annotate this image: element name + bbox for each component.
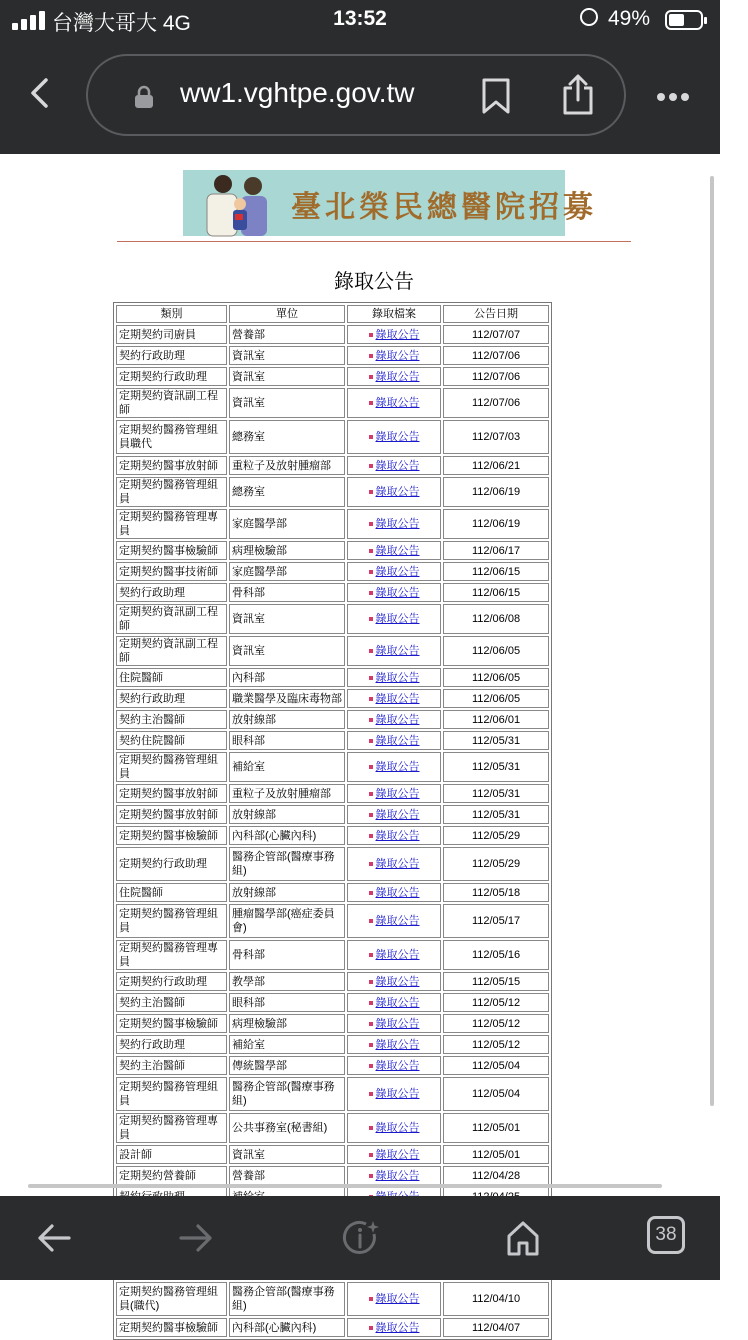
table-row <box>116 972 549 991</box>
cell-unit: 傳統醫學部 <box>229 1056 345 1075</box>
vertical-scrollbar[interactable] <box>710 176 714 1106</box>
bullet-icon <box>369 739 373 743</box>
bullet-icon <box>369 1064 373 1068</box>
horizontal-scrollbar[interactable] <box>28 1184 662 1188</box>
bullet-icon <box>369 1022 373 1026</box>
cell-category: 定期契約醫事放射師 <box>116 805 227 824</box>
cell-date: 112/05/16 <box>443 940 549 970</box>
bullet-icon <box>369 464 373 468</box>
admission-announcement-link[interactable]: 錄取公告 <box>375 1038 420 1051</box>
cell-date: 112/05/15 <box>443 972 549 991</box>
cell-date: 112/05/31 <box>443 731 549 750</box>
admission-announcement-link[interactable]: 錄取公告 <box>375 459 420 472</box>
cell-file <box>347 1014 441 1033</box>
bullet-icon <box>369 891 373 895</box>
admission-announcement-link[interactable]: 錄取公告 <box>375 996 420 1009</box>
cell-date: 112/05/12 <box>443 1014 549 1033</box>
page-info-icon[interactable] <box>340 1218 384 1258</box>
table-row <box>116 509 549 539</box>
cell-unit: 病理檢驗部 <box>229 1014 345 1033</box>
bookmark-icon[interactable] <box>481 77 511 115</box>
admission-announcement-link[interactable]: 錄取公告 <box>375 1088 420 1100</box>
cell-file <box>347 477 441 507</box>
cell-date: 112/06/15 <box>443 583 549 602</box>
admission-announcement-link[interactable]: 錄取公告 <box>375 915 420 927</box>
admission-announcement-link[interactable]: 錄取公告 <box>375 734 420 747</box>
cell-unit: 營養部 <box>229 325 345 344</box>
cell-date: 112/06/19 <box>443 477 549 507</box>
table-row <box>116 668 549 687</box>
cell-category: 契約行政助理 <box>116 1035 227 1054</box>
cell-date: 112/05/01 <box>443 1145 549 1164</box>
cell-date: 112/06/08 <box>443 604 549 634</box>
bullet-icon <box>369 570 373 574</box>
cell-category: 定期契約醫事放射師 <box>116 784 227 803</box>
browser-bottom-toolbar <box>0 1196 720 1280</box>
table-row <box>116 1166 549 1185</box>
cell-category: 定期契約醫務管理組員 <box>116 1077 227 1111</box>
cell-date: 112/05/17 <box>443 904 549 938</box>
admission-announcement-link[interactable]: 錄取公告 <box>375 829 420 842</box>
table-row <box>116 784 549 803</box>
table-row <box>116 1035 549 1054</box>
cell-category: 定期契約醫事放射師 <box>116 456 227 475</box>
cell-category: 定期契約醫務管理組員(職代) <box>116 1282 227 1316</box>
cell-unit: 醫務企管部(醫療事務組) <box>229 1077 345 1111</box>
cell-date: 112/04/07 <box>443 1318 549 1337</box>
cell-category: 契約行政助理 <box>116 346 227 365</box>
cell-file <box>347 752 441 782</box>
table-row <box>116 636 549 666</box>
admission-announcement-link[interactable]: 錄取公告 <box>375 1059 420 1072</box>
bullet-icon <box>369 490 373 494</box>
table-row <box>116 1282 549 1316</box>
admission-announcement-link[interactable]: 錄取公告 <box>375 586 420 599</box>
cell-date: 112/06/05 <box>443 636 549 666</box>
clock: 13:52 <box>333 7 387 30</box>
cell-unit: 內科部(心臟內科) <box>229 1318 345 1337</box>
cell-unit: 資訊室 <box>229 636 345 666</box>
bullet-icon <box>369 980 373 984</box>
cell-date: 112/05/04 <box>443 1077 549 1111</box>
bullet-icon <box>369 649 373 653</box>
cell-file <box>347 1056 441 1075</box>
table-row <box>116 731 549 750</box>
cell-category: 契約行政助理 <box>116 689 227 708</box>
cell-category: 契約住院醫師 <box>116 731 227 750</box>
doctor-patient-illustration <box>183 170 283 236</box>
table-row <box>116 325 549 344</box>
cell-unit: 骨科部 <box>229 940 345 970</box>
cell-category: 定期契約醫事檢驗師 <box>116 1318 227 1337</box>
cell-category: 契約主治醫師 <box>116 993 227 1012</box>
cell-date: 112/05/12 <box>443 993 549 1012</box>
cell-date: 112/05/01 <box>443 1113 549 1143</box>
cell-date: 112/05/31 <box>443 805 549 824</box>
bullet-icon <box>369 834 373 838</box>
cell-date: 112/06/21 <box>443 456 549 475</box>
cell-category: 定期契約醫事檢驗師 <box>116 826 227 845</box>
admission-announcement-link[interactable]: 錄取公告 <box>375 949 420 961</box>
cell-category: 定期契約營養師 <box>116 1166 227 1185</box>
admission-announcement-link[interactable]: 錄取公告 <box>375 613 420 625</box>
cell-file <box>347 904 441 938</box>
table-row <box>116 562 549 581</box>
cell-unit: 家庭醫學部 <box>229 509 345 539</box>
admission-announcement-link[interactable]: 錄取公告 <box>375 1148 420 1161</box>
table-row <box>116 904 549 938</box>
bullet-icon <box>369 375 373 379</box>
admission-announcement-link[interactable]: 錄取公告 <box>375 1293 420 1305</box>
cell-unit: 骨科部 <box>229 583 345 602</box>
bullet-icon <box>369 435 373 439</box>
bullet-icon <box>369 1297 373 1301</box>
admission-announcement-link[interactable]: 錄取公告 <box>375 1169 420 1182</box>
cell-category: 定期契約行政助理 <box>116 847 227 881</box>
table-row <box>116 346 549 365</box>
cell-file <box>347 509 441 539</box>
admission-announcement-link[interactable]: 錄取公告 <box>375 328 420 341</box>
cell-unit: 資訊室 <box>229 367 345 386</box>
cell-file <box>347 583 441 602</box>
bullet-icon <box>369 1043 373 1047</box>
table-row <box>116 1077 549 1111</box>
bullet-icon <box>369 549 373 553</box>
admission-announcement-link[interactable]: 錄取公告 <box>375 671 420 684</box>
cell-unit: 重粒子及放射腫瘤部 <box>229 784 345 803</box>
table-row <box>116 1056 549 1075</box>
table-row <box>116 477 549 507</box>
bullet-icon <box>369 1174 373 1178</box>
bullet-icon <box>369 354 373 358</box>
cell-file <box>347 1318 441 1337</box>
cell-unit: 資訊室 <box>229 388 345 418</box>
table-row <box>116 583 549 602</box>
cell-category: 定期契約醫務管理組員 <box>116 904 227 938</box>
admission-announcement-link[interactable]: 錄取公告 <box>375 886 420 899</box>
admission-announcement-link[interactable]: 錄取公告 <box>375 975 420 988</box>
cell-category: 定期契約醫務管理組員 <box>116 752 227 782</box>
cell-unit: 內科部 <box>229 668 345 687</box>
tab-switcher-button[interactable]: 38 <box>647 1216 685 1254</box>
cell-category: 定期契約行政助理 <box>116 367 227 386</box>
cell-file <box>347 456 441 475</box>
table-row <box>116 826 549 845</box>
cell-file <box>347 784 441 803</box>
bullet-icon <box>369 401 373 405</box>
cell-unit: 家庭醫學部 <box>229 562 345 581</box>
bullet-icon <box>369 813 373 817</box>
cell-unit: 醫務企管部(醫療事務組) <box>229 847 345 881</box>
browser-toolbar <box>0 40 720 154</box>
cell-file <box>347 367 441 386</box>
cell-date: 112/07/07 <box>443 325 549 344</box>
cell-file <box>347 972 441 991</box>
cell-unit: 資訊室 <box>229 604 345 634</box>
cell-file <box>347 1035 441 1054</box>
cell-category: 定期契約資訊副工程師 <box>116 388 227 418</box>
carrier-label: 台灣大哥大 4G <box>52 12 191 35</box>
bullet-icon <box>369 1126 373 1130</box>
table-row <box>116 541 549 560</box>
table-row <box>116 752 549 782</box>
cell-unit: 重粒子及放射腫瘤部 <box>229 456 345 475</box>
cell-category: 定期契約醫事技術師 <box>116 562 227 581</box>
cell-category: 定期契約醫事檢驗師 <box>116 1014 227 1033</box>
cell-date: 112/06/05 <box>443 668 549 687</box>
admission-announcement-link[interactable]: 錄取公告 <box>375 565 420 578</box>
col-header-category: 類別 <box>116 305 227 323</box>
cell-unit: 職業醫學及臨床毒物部 <box>229 689 345 708</box>
cell-category: 定期契約資訊副工程師 <box>116 604 227 634</box>
cell-unit: 補給室 <box>229 752 345 782</box>
cell-date: 112/05/04 <box>443 1056 549 1075</box>
cell-unit: 病理檢驗部 <box>229 541 345 560</box>
cell-file <box>347 883 441 902</box>
table-row <box>116 805 549 824</box>
bullet-icon <box>369 718 373 722</box>
back-chevron-icon[interactable] <box>24 76 58 110</box>
admission-announcement-link[interactable]: 錄取公告 <box>375 518 420 530</box>
admission-announcement-link[interactable]: 錄取公告 <box>375 397 420 409</box>
cell-date: 112/06/05 <box>443 689 549 708</box>
admission-announcement-link[interactable]: 錄取公告 <box>375 1017 420 1030</box>
cell-file <box>347 604 441 634</box>
cell-file <box>347 1145 441 1164</box>
table-row <box>116 456 549 475</box>
cell-category: 定期契約醫務管理專員 <box>116 509 227 539</box>
cell-unit: 總務室 <box>229 477 345 507</box>
admission-announcement-link[interactable]: 錄取公告 <box>375 713 420 726</box>
cell-date: 112/05/31 <box>443 784 549 803</box>
cell-date: 112/07/06 <box>443 346 549 365</box>
cell-unit: 資訊室 <box>229 346 345 365</box>
cell-date: 112/06/17 <box>443 541 549 560</box>
table-row <box>116 420 549 454</box>
table-row <box>116 388 549 418</box>
admission-announcement-link[interactable]: 錄取公告 <box>375 1122 420 1134</box>
cell-category: 住院醫師 <box>116 668 227 687</box>
status-bar <box>0 0 720 40</box>
cell-date: 112/04/10 <box>443 1282 549 1316</box>
cell-file <box>347 562 441 581</box>
col-header-file: 錄取檔案 <box>347 305 441 323</box>
bullet-icon <box>369 1153 373 1157</box>
admission-announcement-link[interactable]: 錄取公告 <box>375 645 420 657</box>
bullet-icon <box>369 591 373 595</box>
cell-file <box>347 346 441 365</box>
cell-unit: 公共事務室(秘書組) <box>229 1113 345 1143</box>
cell-unit: 腫瘤醫學部(癌症委員會) <box>229 904 345 938</box>
table-row <box>116 847 549 881</box>
more-icon[interactable] <box>656 92 690 102</box>
url-text[interactable]: ww1.vghtpe.gov.tw <box>180 77 415 108</box>
home-icon[interactable] <box>504 1218 542 1258</box>
battery-percent: 49% <box>608 7 651 30</box>
admission-announcement-link[interactable]: 錄取公告 <box>375 761 420 773</box>
lock-icon <box>134 86 154 108</box>
battery-icon <box>665 10 703 30</box>
table-header-row <box>116 305 549 323</box>
cell-category: 定期契約醫事檢驗師 <box>116 541 227 560</box>
table-row <box>116 367 549 386</box>
cell-unit: 眼科部 <box>229 993 345 1012</box>
cell-file <box>347 541 441 560</box>
col-header-date: 公告日期 <box>443 305 549 323</box>
admission-announcement-link[interactable]: 錄取公告 <box>375 808 420 821</box>
cell-category: 契約主治醫師 <box>116 1056 227 1075</box>
table-row <box>116 710 549 729</box>
address-bar[interactable] <box>86 54 626 136</box>
cell-date: 112/06/01 <box>443 710 549 729</box>
cell-date: 112/06/15 <box>443 562 549 581</box>
divider <box>117 241 631 242</box>
cell-unit: 放射線部 <box>229 805 345 824</box>
cell-date: 112/04/28 <box>443 1166 549 1185</box>
cell-file <box>347 689 441 708</box>
bullet-icon <box>369 919 373 923</box>
table-row <box>116 1145 549 1164</box>
cell-category: 設計師 <box>116 1145 227 1164</box>
admission-announcement-link[interactable]: 錄取公告 <box>375 370 420 383</box>
cell-file <box>347 805 441 824</box>
cell-category: 定期契約資訊副工程師 <box>116 636 227 666</box>
cell-date: 112/05/29 <box>443 847 549 881</box>
cell-file <box>347 636 441 666</box>
cell-category: 定期契約醫務管理專員 <box>116 1113 227 1143</box>
cell-date: 112/05/18 <box>443 883 549 902</box>
cell-date: 112/05/29 <box>443 826 549 845</box>
cell-file <box>347 826 441 845</box>
cell-file <box>347 1113 441 1143</box>
bullet-icon <box>369 333 373 337</box>
table-row <box>116 993 549 1012</box>
table-row <box>116 1113 549 1143</box>
cell-file <box>347 1077 441 1111</box>
bullet-icon <box>369 953 373 957</box>
bullet-icon <box>369 765 373 769</box>
table-row <box>116 883 549 902</box>
cell-file <box>347 993 441 1012</box>
cell-file <box>347 668 441 687</box>
cell-file <box>347 847 441 881</box>
cell-file <box>347 325 441 344</box>
cell-unit: 補給室 <box>229 1035 345 1054</box>
bullet-icon <box>369 697 373 701</box>
admission-announcement-link[interactable]: 錄取公告 <box>375 858 420 870</box>
bullet-icon <box>369 1001 373 1005</box>
cell-unit: 營養部 <box>229 1166 345 1185</box>
cell-category: 定期契約司廚員 <box>116 325 227 344</box>
cell-category: 契約行政助理 <box>116 583 227 602</box>
admission-announcement-link[interactable]: 錄取公告 <box>375 692 420 705</box>
cell-date: 112/06/19 <box>443 509 549 539</box>
bullet-icon <box>369 862 373 866</box>
cell-file <box>347 731 441 750</box>
admission-announcement-link[interactable]: 錄取公告 <box>375 787 420 800</box>
bullet-icon <box>369 522 373 526</box>
cell-date: 112/05/12 <box>443 1035 549 1054</box>
banner-title: 臺北榮民總醫院招募 <box>291 190 597 225</box>
table-row <box>116 604 549 634</box>
rotation-lock-icon <box>580 8 598 26</box>
cell-unit: 醫務企管部(醫療事務組) <box>229 1282 345 1316</box>
admission-announcement-link[interactable]: 錄取公告 <box>375 1321 420 1334</box>
col-header-unit: 單位 <box>229 305 345 323</box>
cell-category: 定期契約醫務管理專員 <box>116 940 227 970</box>
bullet-icon <box>369 676 373 680</box>
cell-unit: 總務室 <box>229 420 345 454</box>
share-icon[interactable] <box>561 74 595 116</box>
forward-arrow-icon[interactable] <box>178 1218 214 1258</box>
cell-category: 定期契約醫務管理組員職代 <box>116 420 227 454</box>
cell-unit: 教學部 <box>229 972 345 991</box>
bullet-icon <box>369 617 373 621</box>
cell-file <box>347 710 441 729</box>
admission-announcement-link[interactable]: 錄取公告 <box>375 431 420 443</box>
cell-category: 契約主治醫師 <box>116 710 227 729</box>
cell-date: 112/07/06 <box>443 388 549 418</box>
table-row <box>116 1318 549 1337</box>
cell-unit: 內科部(心臟內科) <box>229 826 345 845</box>
cell-unit: 資訊室 <box>229 1145 345 1164</box>
cell-file <box>347 420 441 454</box>
cell-category: 住院醫師 <box>116 883 227 902</box>
recruitment-banner <box>183 170 597 236</box>
cell-file <box>347 1282 441 1316</box>
cell-date: 112/07/03 <box>443 420 549 454</box>
cell-file <box>347 940 441 970</box>
bullet-icon <box>369 1326 373 1330</box>
cell-file <box>347 388 441 418</box>
bullet-icon <box>369 792 373 796</box>
cell-category: 定期契約醫務管理組員 <box>116 477 227 507</box>
table-row <box>116 940 549 970</box>
cell-file <box>347 1166 441 1185</box>
admission-announcement-link[interactable]: 錄取公告 <box>375 349 420 362</box>
table-row <box>116 1014 549 1033</box>
cell-date: 112/05/31 <box>443 752 549 782</box>
cell-unit: 放射線部 <box>229 883 345 902</box>
cell-unit: 放射線部 <box>229 710 345 729</box>
table-row <box>116 689 549 708</box>
cell-category: 定期契約行政助理 <box>116 972 227 991</box>
cell-unit: 眼科部 <box>229 731 345 750</box>
back-arrow-icon[interactable] <box>36 1218 72 1258</box>
cell-date: 112/07/06 <box>443 367 549 386</box>
admission-announcement-link[interactable]: 錄取公告 <box>375 486 420 498</box>
bullet-icon <box>369 1092 373 1096</box>
admission-announcement-link[interactable]: 錄取公告 <box>375 544 420 557</box>
page-title: 錄取公告 <box>334 271 414 293</box>
